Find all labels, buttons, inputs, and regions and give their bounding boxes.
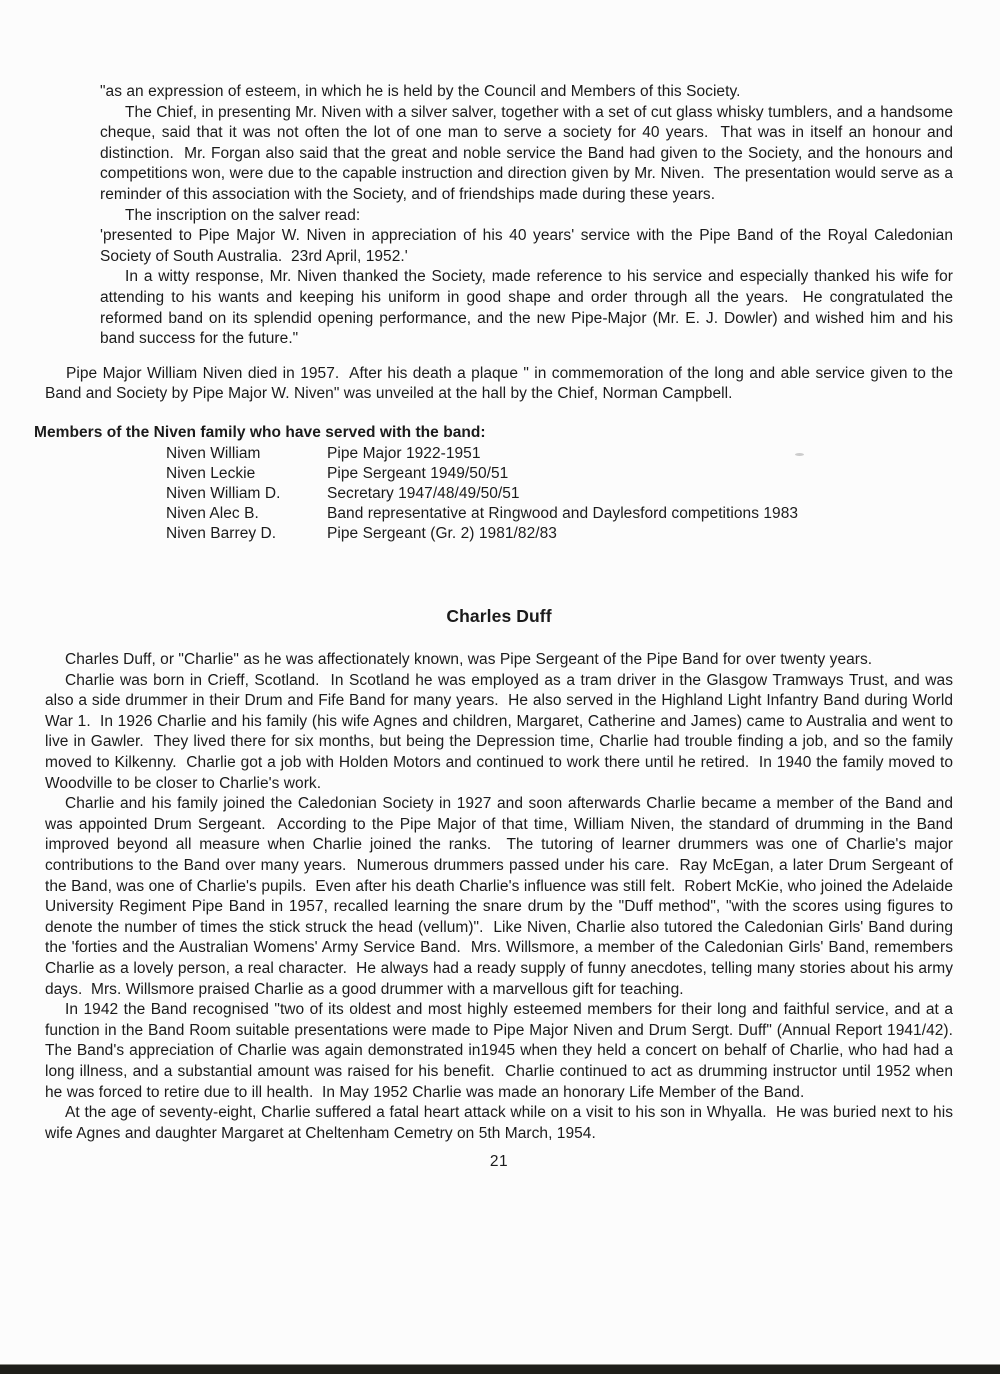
quote-paragraph: The inscription on the salver read: [125,206,361,224]
family-member-name: Niven Barrey D. [166,525,277,543]
charles-paragraph: Charles Duff, or "Charlie" as he was affectionately known, was Pipe Sergeant of the Pipe Band for over twenty years. [65,651,873,669]
charles-paragraph: In 1942 the Band recognised "two of its oldest and most highly esteemed members for their long and faithful service, and at a function in the Band Room suitable presentations were made to Pipe Major Niven and Drum Sergt. Duff" (Annual Report 1941/42). The Band's appreciation of Charlie was again demonstrated in1945 when they held a concert on behalf of Charlie, who had had a long illness, and a substantial amount was raised for his benefit. Charlie continued to act as drumming instructor until 1952 when he was forced to retire due to ill health. In May 1952 Charlie was made an honorary Life Member of the Band. [45,1001,962,1101]
family-member-role: Pipe Major 1922-1951 [327,444,481,462]
scan-speck-artifact [795,453,804,456]
family-member-role: Pipe Sergeant (Gr. 2) 1981/82/83 [327,525,557,543]
page-number: 21 [489,1153,509,1171]
main-text-column [0,364,1000,1173]
table-row [45,464,953,484]
niven-death-paragraph: Pipe Major William Niven died in 1957. After his death a plaque " in commemoration of the long and able service given to the Band and Society by Pipe Major W. Niven" was unveiled at the hall by the Chief, Norman Campbell. [45,364,958,403]
family-member-role: Band representative at Ringwood and Daylesford competitions 1983 [327,505,799,523]
table-row [45,484,953,504]
scan-edge-artifact [0,1364,1000,1374]
quote-paragraph: "as an expression of esteem, in which he is held by the Council and Members of this Society. [100,83,741,100]
niven-family-heading: Members of the Niven family who have served with the band: [34,423,486,441]
table-row [45,504,953,524]
quote-paragraph: In a witty response, Mr. Niven thanked the Society, made reference to his service and especially thanked his wife for attending to his wants and keeping his uniform in good shape and order through all the years. He congratulated the reformed band on its splendid opening performance, and the new Pipe-Major (Mr. E. J. Dowler) and wished him and his band success for the future." [100,268,958,348]
niven-family-table [45,444,953,545]
family-member-name: Niven Leckie [166,464,256,482]
section-title-charles-duff: Charles Duff [446,605,552,626]
family-member-role: Secretary 1947/48/49/50/51 [327,484,520,502]
family-member-role: Pipe Sergeant 1949/50/51 [327,464,509,482]
salver-inscription: 'presented to Pipe Major W. Niven in appreciation of his 40 years' service with the Pipe Band of the Royal Caledonian Society of South Australia. 23rd April, 1952.' [100,227,958,265]
charles-paragraph: Charlie and his family joined the Caledonian Society in 1927 and soon afterwards Charlie became a member of the Band and was appointed Drum Sergeant. According to the Pipe Major of that time, William Niven, the standard of drumming in the Band improved beyond all measure when Charlie joined the ranks. The tutoring of learner drummers was one of Charlie's major contributions to the Band over many years. Numerous drummers passed under his care. Ray McEgan, a later Drum Sergeant of the Band, was one of Charlie's pupils. Even after his death Charlie's influence was still felt. Robert McKie, who joined the Adelaide University Regiment Pipe Band in 1957, recalled learning the snare drum by the "Duff method", "with the scores using figures to denote the number of times the stick struck the head (vellum)". Like Niven, Charlie also tutored the Caledonian Girls' Band during the 'forties and the Australian Womens' Army Service Band. Mrs. Willsmore, a member of the Caledonian Girls' Band, remembers Charlie as a lovely person, a real character. He always had a ready supply of funny anecdotes, telling many stories about his army days. Mrs. Willsmore praised Charlie as a good drummer with a marvellous gift for teaching. [45,795,958,998]
charles-paragraph: At the age of seventy-eight, Charlie suffered a fatal heart attack while on a visit to his son in Whyalla. He was buried next to his wife Agnes and daughter Margaret at Cheltenham Cemetry on 5th March, 1954. [45,1104,958,1142]
family-member-name: Niven Alec B. [166,505,259,523]
charles-paragraph: Charlie was born in Crieff, Scotland. In Scotland he was employed as a tram driver in the Glasgow Tramways Trust, and was also a side drummer in their Drum and Fife Band for many years. He also served in the Highland Light Infantry Band during World War 1. In 1926 Charlie and his family (his wife Agnes and children, Margaret, Catherine and James) came to Australia and went to live in Gawler. They lived there for six months, but being the Depression time, Charlie had trouble finding a job, and so the family moved to Kilkenny. Charlie got a job with Holden Motors and continued to work there until he retired. In 1940 the family moved to Woodville to be closer to Charlie's work. [45,671,958,792]
salver-presentation-quote [0,0,1000,350]
family-member-name: Niven William [166,444,261,462]
table-row [45,524,953,544]
family-member-name: Niven William D. [166,484,281,502]
table-row [45,444,953,464]
quote-paragraph: The Chief, in presenting Mr. Niven with a silver salver, together with a set of cut glass whisky tumblers, and a handsome cheque, said that it was not often the lot of one man to serve a society for 40 years. That was in itself an honour and distinction. Mr. Forgan also said that the great and noble service the Band had given to the Society, and the honours and competitions won, were due to the capable instruction and direction given by Mr. Niven. The presentation would serve as a reminder of this association with the Society, and of friendships made during these years. [100,103,958,203]
